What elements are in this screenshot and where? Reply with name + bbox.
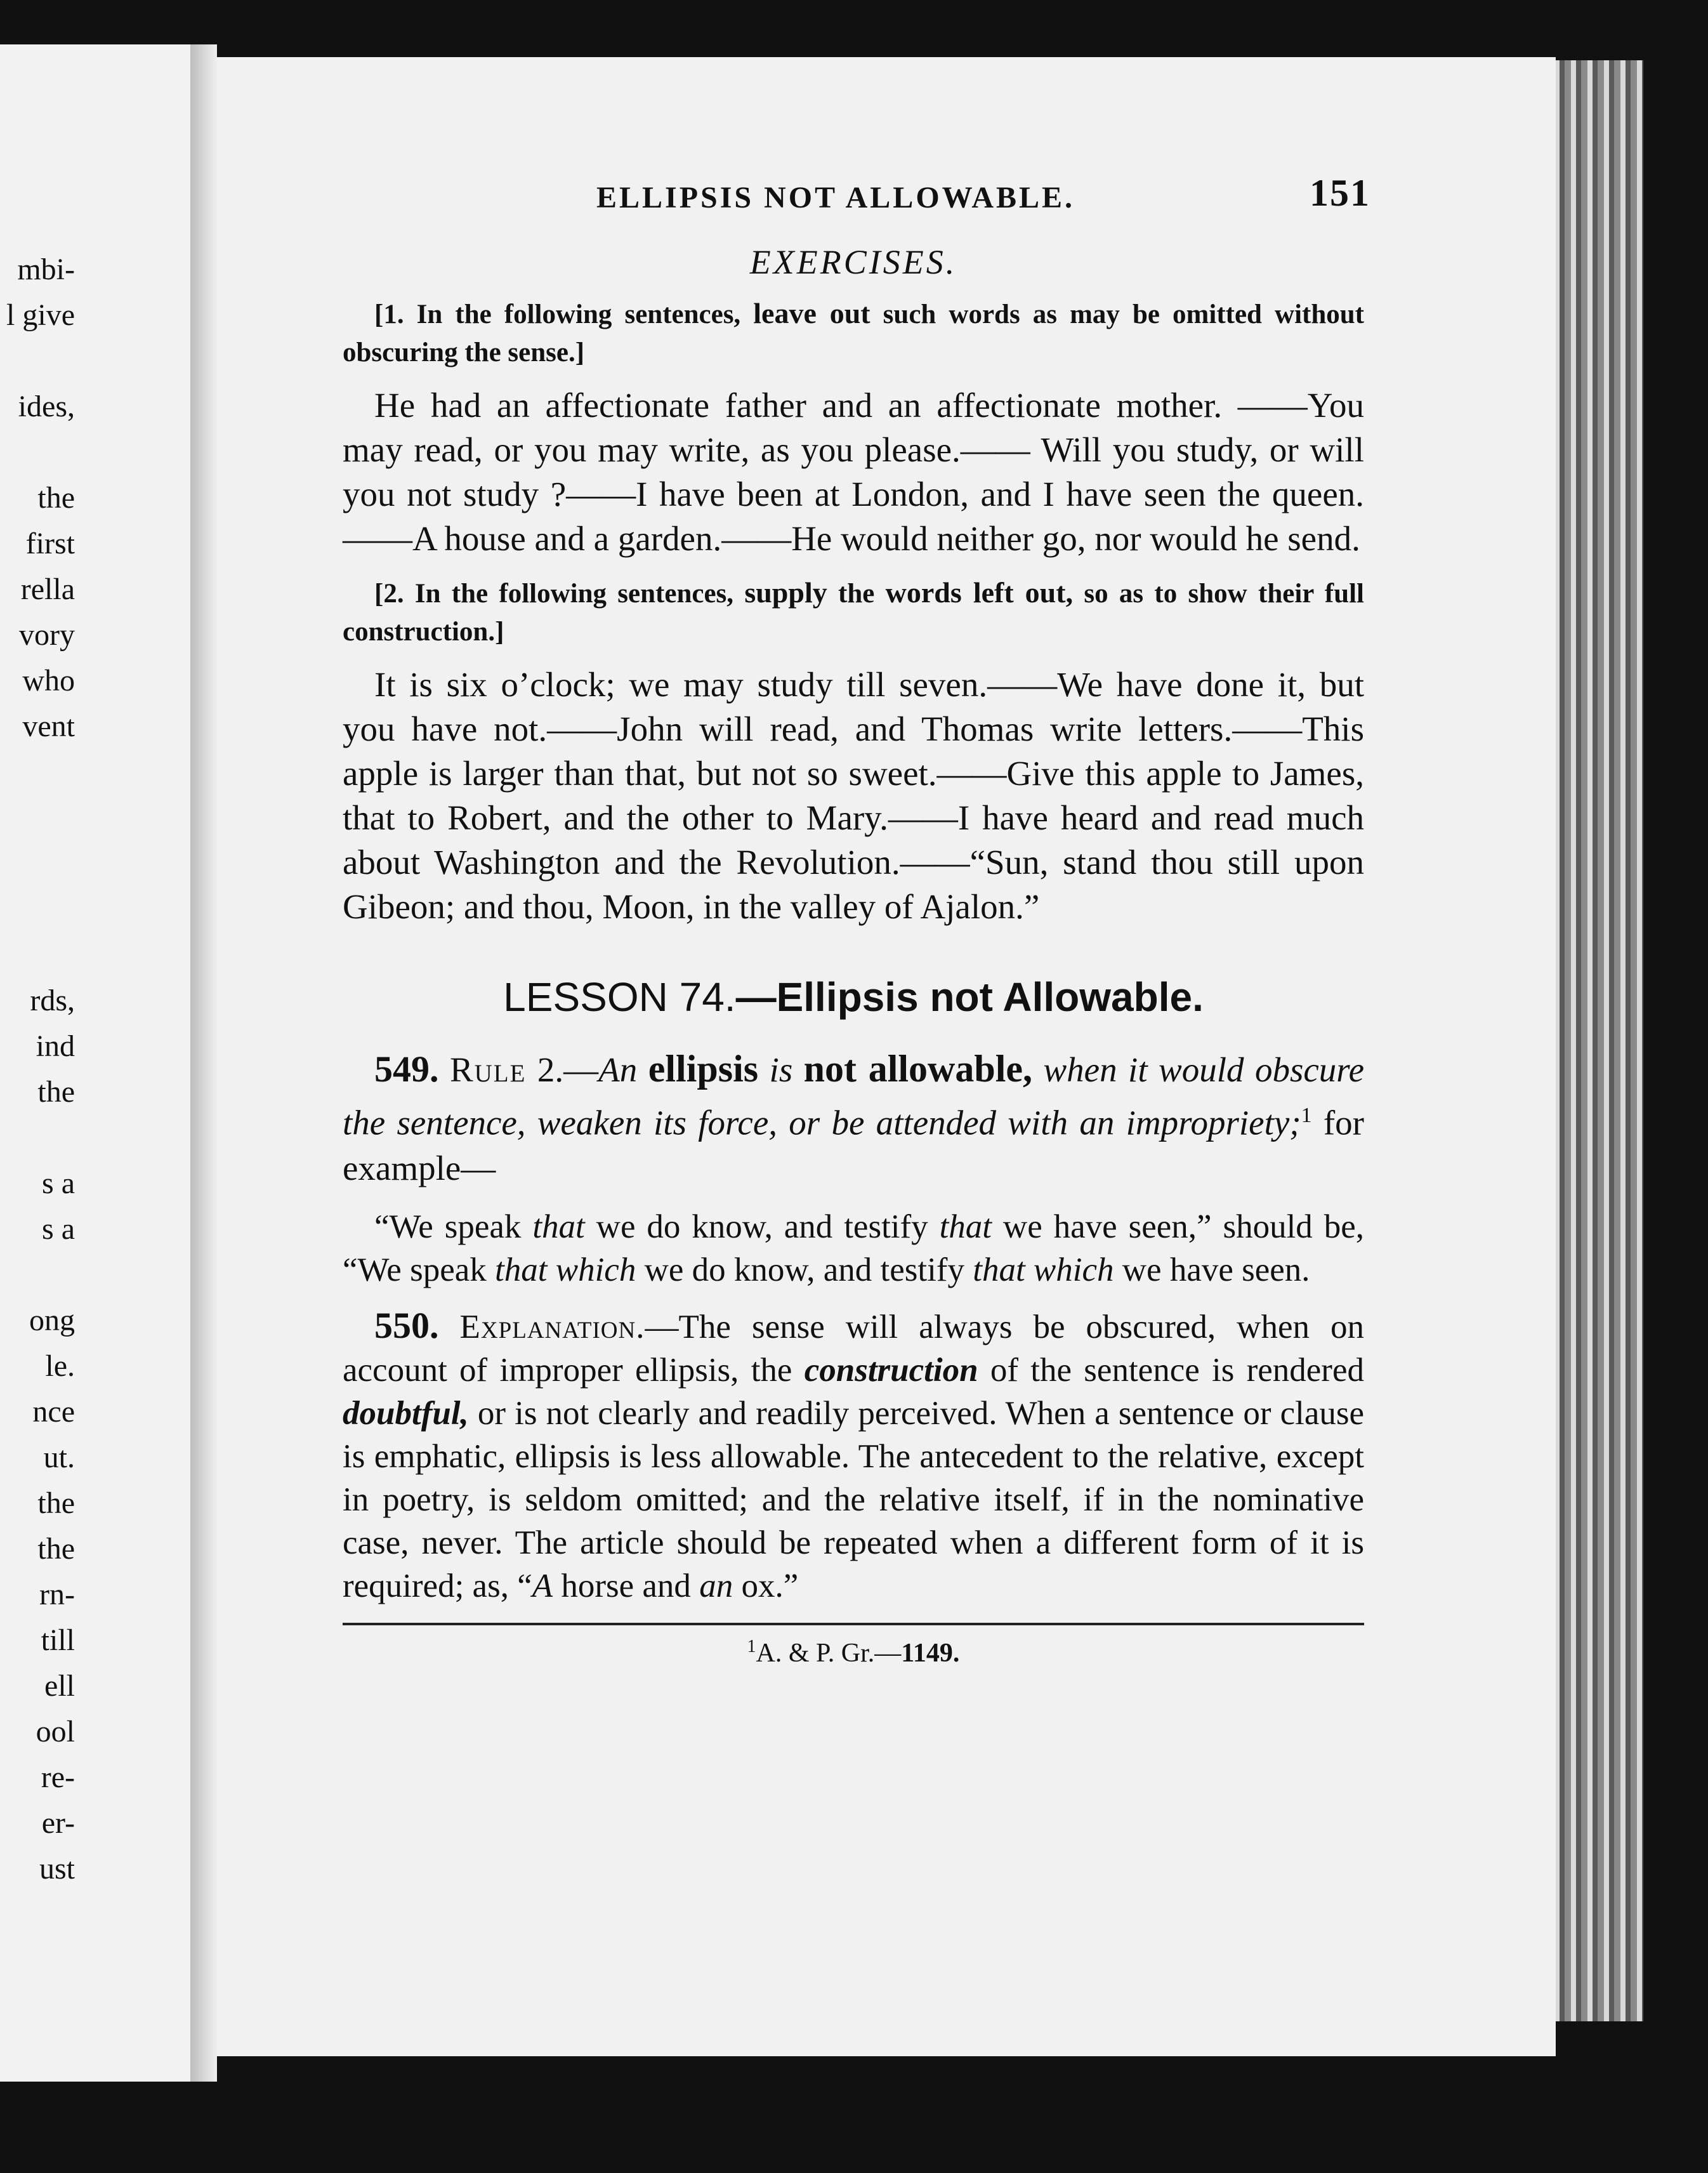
left-page-fragment: er- [41, 1806, 75, 1840]
left-page-fragment: ool [36, 1715, 75, 1748]
left-page-fragment: ust [39, 1852, 75, 1886]
exercise-2-instruction: [2. In the following sentences, supply the words left out, so as to show their full construction.] [343, 576, 1365, 647]
running-header [343, 171, 1370, 228]
exercises-heading: EXERCISES. [749, 243, 957, 281]
page-edges [1548, 60, 1643, 2021]
left-page-fragment: the [37, 481, 75, 515]
left-page-fragment: ut. [43, 1441, 75, 1474]
left-page-fragment: till [41, 1623, 75, 1657]
left-page-fragment: l give [6, 298, 75, 332]
explanation-550: 550. Explanation.—The sense will always be obscured, when on account of improper ellipsis, the construction of the sentence is rendered doubtful, or is not clearly and readily perceived. When a sentence or clause is emphatic, ellipsis is less allowable. The antecedent to the relative, except in poetry, is seldom omitted; and the relative itself, if in the nominative case, never. The article should be repeated when a different form of it is required; as, “A horse and an ox.” [343, 1305, 1365, 1605]
running-title: ELLIPSIS NOT ALLOWABLE. [596, 181, 1075, 215]
left-page-fragment: the [37, 1532, 75, 1566]
left-page-fragment: le. [45, 1349, 75, 1383]
book-gutter [190, 44, 217, 2082]
left-page-fragment: vory [19, 618, 75, 652]
left-page-fragment: the [37, 1486, 75, 1520]
left-page-fragment: first [25, 527, 75, 560]
exercise-1-text: He had an affectionate father and an affectionate mother. ——You may read, or you may write, as you please.—— Will you study, or will you not study ?——I have been at London, and I have seen the queen.——A house and a garden.——He would neither go, nor would he send. [343, 386, 1364, 558]
left-page-fragment: re- [41, 1760, 75, 1794]
exercise-2-text: It is six o’clock; we may study till seven.——We have done it, but you have not.——John will read, and Thomas write letters.——This apple is larger than that, but not so sweet.——Give this apple to James, that to Robert, and the other to Mary.——I have heard and read much about Washington and the Revolution.——“Sun, stand thou still upon Gibeon; and thou, Moon, in the valley of Ajalon.” [343, 665, 1364, 926]
left-page-fragment: s a [42, 1166, 75, 1200]
left-page-fragment: ind [36, 1029, 75, 1063]
left-page-fragment: who [22, 664, 75, 697]
left-page-fragment: rds, [30, 984, 75, 1017]
exercise-1-instruction: [1. In the following sentences, leave out such words as may be omitted without obscuring the sense.] [343, 297, 1365, 367]
left-page [0, 44, 194, 2082]
left-page-fragment: ell [44, 1669, 75, 1703]
left-page-fragment: rn- [39, 1578, 75, 1611]
page-content [343, 171, 1370, 1668]
left-page-fragment: s a [42, 1212, 75, 1246]
rule-example: “We speak that we do know, and testify that we have seen,” should be, “We speak that which we do know, and testify that which we have seen. [343, 1208, 1364, 1289]
left-page-fragment: the [37, 1075, 75, 1109]
left-page-fragment: ong [29, 1304, 75, 1337]
left-page-fragment: vent [22, 710, 75, 743]
footnote-rule [343, 1623, 1364, 1625]
footnote: $^1$A. & P. Gr.—1149. [747, 1637, 960, 1668]
left-page-fragment: ides, [18, 390, 75, 423]
left-page-fragment: rella [20, 572, 75, 606]
left-page-fragment: mbi- [17, 253, 75, 286]
lesson-heading: LESSON 74.—Ellipsis not Allowable. [503, 974, 1204, 1020]
rule-549: 549. Rule 2.—An ellipsis is not allowable, when it would obscure the sentence, weaken its force, or be attended with an impropriety;$^1$ for example— [343, 1048, 1365, 1188]
left-page-fragment: nce [32, 1395, 75, 1429]
footnote-marker: 1 [1301, 1104, 1312, 1127]
page-number: 151 [1310, 172, 1370, 214]
